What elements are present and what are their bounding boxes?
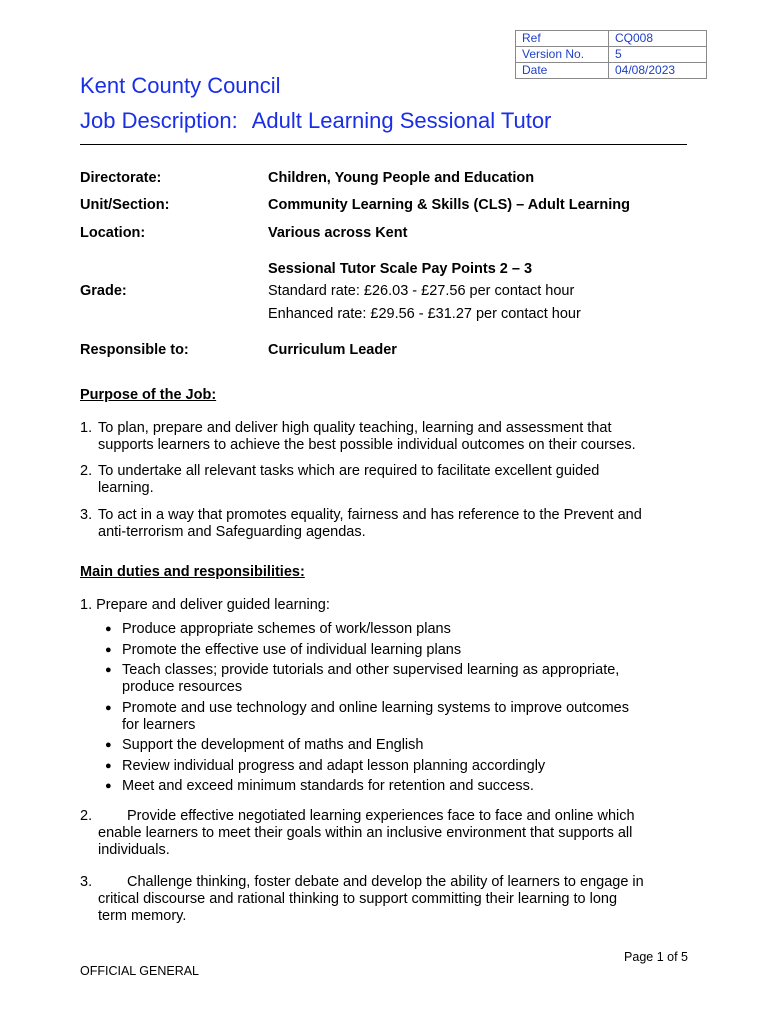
list-item: ● Review individual progress and adapt lesson planning accordingly xyxy=(105,757,546,774)
purpose-item-number: 3. xyxy=(80,507,93,523)
version-label: Version No. xyxy=(516,47,609,63)
bullet-icon: ● xyxy=(105,623,112,635)
version-row xyxy=(516,47,707,63)
list-item: ● Promote the effective use of individual learning plans xyxy=(105,641,462,658)
page-number: Page 1 of 5 xyxy=(624,950,688,964)
duties-heading: Main duties and responsibilities: xyxy=(80,564,305,580)
jd-label: Job Description: xyxy=(80,108,238,133)
ref-row xyxy=(516,31,707,47)
bullet-icon: ● xyxy=(105,701,112,714)
purpose-item-line: To act in a way that promotes equality, fairness and has reference to the Prevent and xyxy=(98,507,642,523)
bullet-icon: ● xyxy=(105,643,112,656)
responsible-label: Responsible to: xyxy=(80,342,189,358)
list-item: ● Support the development of maths and English xyxy=(105,737,424,753)
bullet-icon: ● xyxy=(105,759,112,772)
duty-item-2 xyxy=(80,808,690,859)
duty-item-number: 3. xyxy=(80,874,93,890)
date-row xyxy=(516,63,707,79)
purpose-item-line: anti-terrorism and Safeguarding agendas. xyxy=(98,524,366,540)
purpose-item-line: supports learners to achieve the best possible individual outcomes on their courses. xyxy=(98,437,636,453)
grade-label: Grade: xyxy=(80,283,127,299)
header-divider xyxy=(80,144,687,145)
date-label: Date xyxy=(516,63,609,79)
list-item: ● Promote and use technology and online learning systems to improve outcomes for learners xyxy=(105,699,629,733)
duty-item-line: critical discourse and rational thinking to support committing their learning to long xyxy=(98,891,618,907)
location-value: Various across Kent xyxy=(268,225,408,241)
list-item: ● Meet and exceed minimum standards for retention and success. xyxy=(105,778,534,794)
duty-item-line: Provide effective negotiated learning experiences face to face and online which xyxy=(127,808,635,824)
list-item: ● Teach classes; provide tutorials and other supervised learning as appropriate, produce resources xyxy=(105,662,620,695)
organisation-name: Kent County Council xyxy=(80,73,281,98)
purpose-item-line: learning. xyxy=(98,480,154,496)
ref-value: CQ008 xyxy=(609,31,707,47)
purpose-item xyxy=(80,463,690,497)
unit-value: Community Learning & Skills (CLS) – Adult Learning xyxy=(268,197,630,213)
duty-item-1: 1. Prepare and deliver guided learning: xyxy=(80,597,330,613)
purpose-item-line: To plan, prepare and deliver high quality teaching, learning and assessment that xyxy=(98,420,612,436)
purpose-item xyxy=(80,420,690,454)
duty-item-number: 2. xyxy=(80,808,93,824)
bullet-icon: ● xyxy=(105,664,112,676)
purpose-item xyxy=(80,507,690,541)
ref-label: Ref xyxy=(516,31,609,47)
directorate-value: Children, Young People and Education xyxy=(268,170,535,186)
duty-item-line: term memory. xyxy=(98,908,187,924)
date-value: 04/08/2023 xyxy=(609,63,707,79)
duty-item-line: enable learners to meet their goals within an inclusive environment that supports all xyxy=(98,825,633,841)
list-item: ● Produce appropriate schemes of work/lesson plans xyxy=(105,621,451,637)
grade-enhanced-rate: Enhanced rate: £29.56 - £31.27 per contact hour xyxy=(268,306,581,322)
bullet-icon: ● xyxy=(105,739,112,751)
duty-item-3 xyxy=(80,874,690,925)
job-description-title xyxy=(80,108,551,134)
version-value: 5 xyxy=(609,47,707,63)
purpose-item-number: 1. xyxy=(80,420,93,436)
duty-item-line: individuals. xyxy=(98,842,170,858)
duty-bullet-list xyxy=(105,621,685,799)
classification-marking: OFFICIAL GENERAL xyxy=(80,964,200,978)
responsible-value: Curriculum Leader xyxy=(268,342,397,358)
duty-item-line: Challenge thinking, foster debate and develop the ability of learners to engage in xyxy=(127,874,644,890)
grade-scale: Sessional Tutor Scale Pay Points 2 – 3 xyxy=(268,261,533,277)
purpose-item-number: 2. xyxy=(80,463,93,479)
purpose-heading: Purpose of the Job: xyxy=(80,387,217,403)
bullet-icon: ● xyxy=(105,780,112,792)
jd-title: Adult Learning Sessional Tutor xyxy=(251,108,552,133)
directorate-label: Directorate: xyxy=(80,170,162,186)
location-label: Location: xyxy=(80,225,146,241)
grade-standard-rate: Standard rate: £26.03 - £27.56 per contact hour xyxy=(268,283,575,299)
purpose-item-line: To undertake all relevant tasks which are required to facilitate excellent guided xyxy=(98,463,600,479)
unit-label: Unit/Section: xyxy=(80,197,170,213)
document-reference-table xyxy=(515,30,707,79)
